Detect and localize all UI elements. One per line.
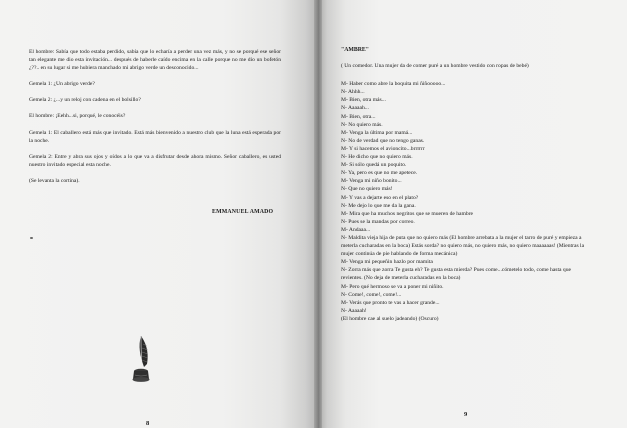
stage-direction: ( Un comedor. Una mujer da de comer puré a un hombre vestido con ropas de bebé): [341, 63, 529, 70]
dialogue-line: N- No quiero más.: [341, 121, 383, 128]
dialogue-line: N- No de verdad que no tengo ganas.: [341, 137, 425, 144]
dialogue-line: M- Mira que ha muchos negritos que se mueren de hambre: [341, 210, 474, 217]
paragraph: Gemela 1: El caballero está más que invitado. Está más bienvenido a nuestro club que la luna está esperada por la noche.: [29, 129, 281, 144]
ink-speck: [30, 237, 33, 239]
dialogue-line: M- Andaaa...: [341, 226, 371, 233]
author-signature: EMMANUEL AMADO: [212, 209, 274, 215]
dialogue-line: M- Venga mi niño bonito...: [341, 178, 402, 185]
paragraph: (Se levanta la cortina).: [29, 177, 80, 184]
dialogue-line: N- He dicho que no quiero más.: [341, 154, 413, 161]
dialogue-line: N- Que no quiero más!: [341, 186, 393, 193]
paragraph: El hombre: ¡Eehh...si, porqué, le conocéis?: [29, 113, 126, 120]
page-number: 8: [146, 420, 150, 427]
dialogue-line: N- Aaaaah!: [341, 307, 367, 314]
book-gutter: [314, 0, 322, 428]
dialogue-line: N- Pues se la mandas por correo.: [341, 218, 415, 225]
page-number: 9: [464, 411, 468, 418]
dialogue-line: M- Pero qué hermoso se va a poner mi niñito.: [341, 283, 444, 290]
dialogue-line: N- Maldita vieja hija de puta que no quiero más (El hombre arrebata a la mujer el tarro de puré y empieza a meterla cucharadas en la boca) Estás sorda? no quiero más, no quiero más, no quiero maaaaaas! (Mientras la mujer continúa de pie hablando de forma mecánica): [341, 234, 585, 258]
dialogue-line: M- Y si hacemos el avioncito...brrrrrr: [341, 145, 425, 152]
dialogue-line: M- Bien, otra...: [341, 113, 376, 120]
dialogue-line: N- Ya, pero es que no me apetece.: [341, 170, 418, 177]
dialogue-line: (El hombre cae al suelo jadeando) (Oscuro): [341, 315, 439, 322]
dialogue-line: N- Come!, come!, come!...: [341, 291, 402, 298]
dialogue-line: M- Bien, otra más...: [341, 97, 386, 104]
left-page-text: [29, 48, 281, 193]
paragraph: El hombre: Sabía que todo estaba perdido, sabía que lo echaría a perder una vez más, y no se porqué ese señor tan elegante me dio esta invitación... después de haberle caído encima en la calle porque no me dio un bofetón ¿??.. en su lugar si me hubiera manchado mi abrigo verde un desconocido...: [29, 49, 281, 72]
dialogue-line: M- Venga la última por mamá...: [341, 129, 413, 136]
dialogue-line: N- Ahhh...: [341, 89, 365, 96]
right-page-text: [341, 46, 587, 323]
dialogue-line: M- Venga mi pequeñin hazlo por mamita: [341, 259, 433, 266]
dialogue-line: M- Verás que pronto te vas a hacer grande...: [341, 299, 440, 306]
dialogue-line: N- Me dejo lo que me da la gana.: [341, 202, 416, 209]
dialogue-line: M- Haber como abre la boquita mi ñiñooooo...: [341, 81, 446, 88]
dialogue-line: M- Si sólo quedá un poquito.: [341, 162, 407, 169]
paragraph: Gemela 1: ¿Un abrigo verde?: [29, 81, 95, 88]
dialogue-line: N- Aaaaah...: [341, 105, 369, 112]
play-title: "AMBRE": [341, 47, 370, 53]
paragraph: Gemela 2: ¿...y un reloj con cadena en el bolsillo?: [29, 97, 141, 104]
paragraph: Gemela 2: Entre y abra sus ojos y oídos a lo que va a disfrutar desde ahora mismo. Señor caballero, es usted nuestro invitado especial esta noche.: [29, 153, 281, 168]
dialogue-list: [341, 80, 587, 323]
dialogue-line: N- Zorra más que zorra Te gusta eh? Te gusta esta mierda? Pues come...cómetelo todo, come hasta que revientes. (No deja de meterla cucharadas en la boca): [341, 267, 571, 282]
quill-inkwell-icon: [124, 334, 158, 386]
dialogue-line: M- Y vas a dejarte eso en el plato?: [341, 194, 419, 201]
